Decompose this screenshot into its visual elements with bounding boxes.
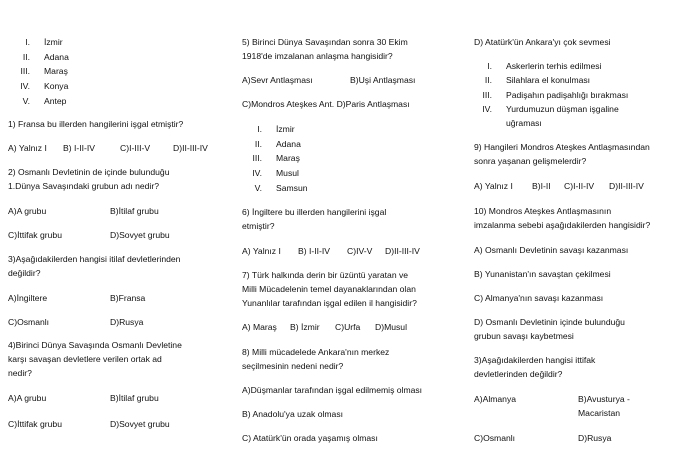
option-c: C)Osmanlı bbox=[8, 317, 50, 327]
option-b: B) I-II-IV bbox=[298, 246, 330, 256]
list-item: Askerlerin terhis edilmesi bbox=[506, 61, 602, 71]
option-a: A)Almanya bbox=[474, 394, 517, 404]
list-item: Samsun bbox=[276, 183, 308, 193]
question-text: seçilmesinin nedeni nedir? bbox=[242, 361, 344, 371]
question-text: Yunanlılar tarafından işgal edilen il hangisidir? bbox=[242, 298, 417, 308]
question-text: Milli Mücadelenin temel dayanaklarından olan bbox=[242, 284, 416, 294]
list-item: Antep bbox=[44, 96, 67, 106]
question-text: 10) Mondros Ateşkes Antlaşmasının bbox=[474, 206, 612, 216]
question-text: etmiştir? bbox=[242, 221, 275, 231]
option-a: A)İngiltere bbox=[8, 293, 48, 303]
question-text: nedir? bbox=[8, 368, 32, 378]
option-d: D) Osmanlı Devletinin içinde bulunduğu bbox=[474, 317, 625, 327]
option-c: C)I-II-IV bbox=[564, 181, 595, 191]
option-d: D)II-III-IV bbox=[609, 181, 644, 191]
list-item: Maraş bbox=[44, 66, 68, 76]
question-text: 3)Aşağıdakilerden hangisi ittifak bbox=[474, 355, 596, 365]
list-num: IV. bbox=[20, 81, 30, 91]
option-a: A)Sevr Antlaşması bbox=[242, 75, 313, 85]
question-text: sonra yaşanan gelişmelerdir? bbox=[474, 156, 587, 166]
option-b: B)Uşi Antlaşması bbox=[350, 75, 416, 85]
question-text: 1) Fransa bu illerden hangilerini işgal etmiştir? bbox=[8, 119, 184, 129]
option-a: A) Osmanlı Devletinin savaşı kazanması bbox=[474, 245, 629, 255]
question-text: karşı savaşan devletlere verilen ortak ad bbox=[8, 354, 162, 364]
q8-option-d: D) Atatürk'ün Ankara'yı çok sevmesi bbox=[474, 37, 611, 47]
list-num: III. bbox=[20, 66, 30, 76]
option-a: A)A grubu bbox=[8, 206, 47, 216]
option-b: B)İtilaf grubu bbox=[110, 393, 159, 403]
list-num: I. bbox=[25, 37, 30, 47]
question-text: 2) Osmanlı Devletinin de içinde bulunduğu bbox=[8, 167, 170, 177]
list-item: Adana bbox=[276, 139, 301, 149]
option-a: A)A grubu bbox=[8, 393, 47, 403]
list-num: V. bbox=[22, 96, 30, 106]
list-num: II. bbox=[22, 52, 30, 62]
question-text: değildir? bbox=[8, 268, 41, 278]
list-item: İzmir bbox=[44, 37, 63, 47]
option-b: B) Yunanistan'ın savaştan çekilmesi bbox=[474, 269, 611, 279]
list-num: I. bbox=[257, 124, 262, 134]
list-item: Adana bbox=[44, 52, 69, 62]
list-num: II. bbox=[254, 139, 262, 149]
option-c-d: C)Mondros Ateşkes Ant. D)Paris Antlaşması bbox=[242, 99, 410, 109]
option-d: D)Sovyet grubu bbox=[110, 230, 170, 240]
list-item: Yurdumuzun düşman işgaline bbox=[506, 104, 619, 114]
option-a: A) Yalnız I bbox=[474, 181, 513, 191]
list-num: I. bbox=[487, 61, 492, 71]
list-item: Padişahın padişahlığı bırakması bbox=[506, 90, 629, 100]
list-num: III. bbox=[252, 153, 262, 163]
option-d: D)Sovyet grubu bbox=[110, 419, 170, 429]
question-text: 1918'de imzalanan anlaşma hangisidir? bbox=[242, 51, 393, 61]
question-text: 3)Aşağıdakilerden hangisi itilaf devletlerinden bbox=[8, 254, 181, 264]
option-d: grubun savaşı kaybetmesi bbox=[474, 331, 574, 341]
list-num: IV. bbox=[482, 104, 492, 114]
option-c: C)İttifak grubu bbox=[8, 230, 62, 240]
option-c: C)I-III-V bbox=[120, 143, 151, 153]
option-b: Macaristan bbox=[578, 408, 621, 418]
option-c: C)İttifak grubu bbox=[8, 419, 62, 429]
option-c: C) Almanya'nın savaşı kazanması bbox=[474, 293, 604, 303]
option-b: B)Avusturya - bbox=[578, 394, 630, 404]
list-num: V. bbox=[254, 183, 262, 193]
option-a: A) Maraş bbox=[242, 322, 277, 332]
question-text: 5) Birinci Dünya Savaşından sonra 30 Ekim bbox=[242, 37, 408, 47]
list-num: II. bbox=[484, 75, 492, 85]
list-item: Maraş bbox=[276, 153, 300, 163]
option-d: D)Musul bbox=[375, 322, 407, 332]
question-text: 7) Türk halkında derin bir üzüntü yaratan ve bbox=[242, 270, 409, 280]
option-d: D)Rusya bbox=[110, 317, 144, 327]
question-text: devletlerinden değildir? bbox=[474, 369, 563, 379]
option-c: C)Osmanlı bbox=[474, 433, 516, 443]
option-a: A) Yalnız I bbox=[242, 246, 281, 256]
option-b: B) I-II-IV bbox=[63, 143, 95, 153]
list-item: Silahlara el konulması bbox=[506, 75, 591, 85]
question-text: imzalanma sebebi aşağıdakilerden hangisidir? bbox=[474, 220, 651, 230]
option-b: B)Fransa bbox=[110, 293, 146, 303]
question-text: 9) Hangileri Mondros Ateşkes Antlaşmasından bbox=[474, 142, 650, 152]
list-num: IV. bbox=[252, 168, 262, 178]
list-item: İzmir bbox=[276, 124, 295, 134]
option-d: D)II-III-IV bbox=[173, 143, 208, 153]
option-b: B)İtilaf grubu bbox=[110, 206, 159, 216]
list-item: Musul bbox=[276, 168, 299, 178]
option-c: C)Urfa bbox=[335, 322, 361, 332]
option-a: A)Düşmanlar tarafından işgal edilmemiş olması bbox=[242, 385, 423, 395]
option-b: B) İzmir bbox=[290, 322, 320, 332]
question-text: 4)Birinci Dünya Savaşında Osmanlı Devletine bbox=[8, 340, 182, 350]
option-d: D)II-III-IV bbox=[385, 246, 420, 256]
list-num: III. bbox=[482, 90, 492, 100]
option-d: D)Rusya bbox=[578, 433, 612, 443]
option-a: A) Yalnız I bbox=[8, 143, 47, 153]
question-text: 1.Dünya Savaşındaki grubun adı nedir? bbox=[8, 181, 159, 191]
option-b: B)I-II bbox=[532, 181, 551, 191]
option-c: C)IV-V bbox=[347, 246, 373, 256]
option-c: C) Atatürk'ün orada yaşamış olması bbox=[242, 433, 378, 443]
question-text: 8) Milli mücadelede Ankara'nın merkez bbox=[242, 347, 390, 357]
question-text: 6) İngiltere bu illerden hangilerini işgal bbox=[242, 207, 387, 217]
list-item: Konya bbox=[44, 81, 69, 91]
option-b: B) Anadolu'ya uzak olması bbox=[242, 409, 344, 419]
list-item: uğraması bbox=[506, 118, 542, 128]
